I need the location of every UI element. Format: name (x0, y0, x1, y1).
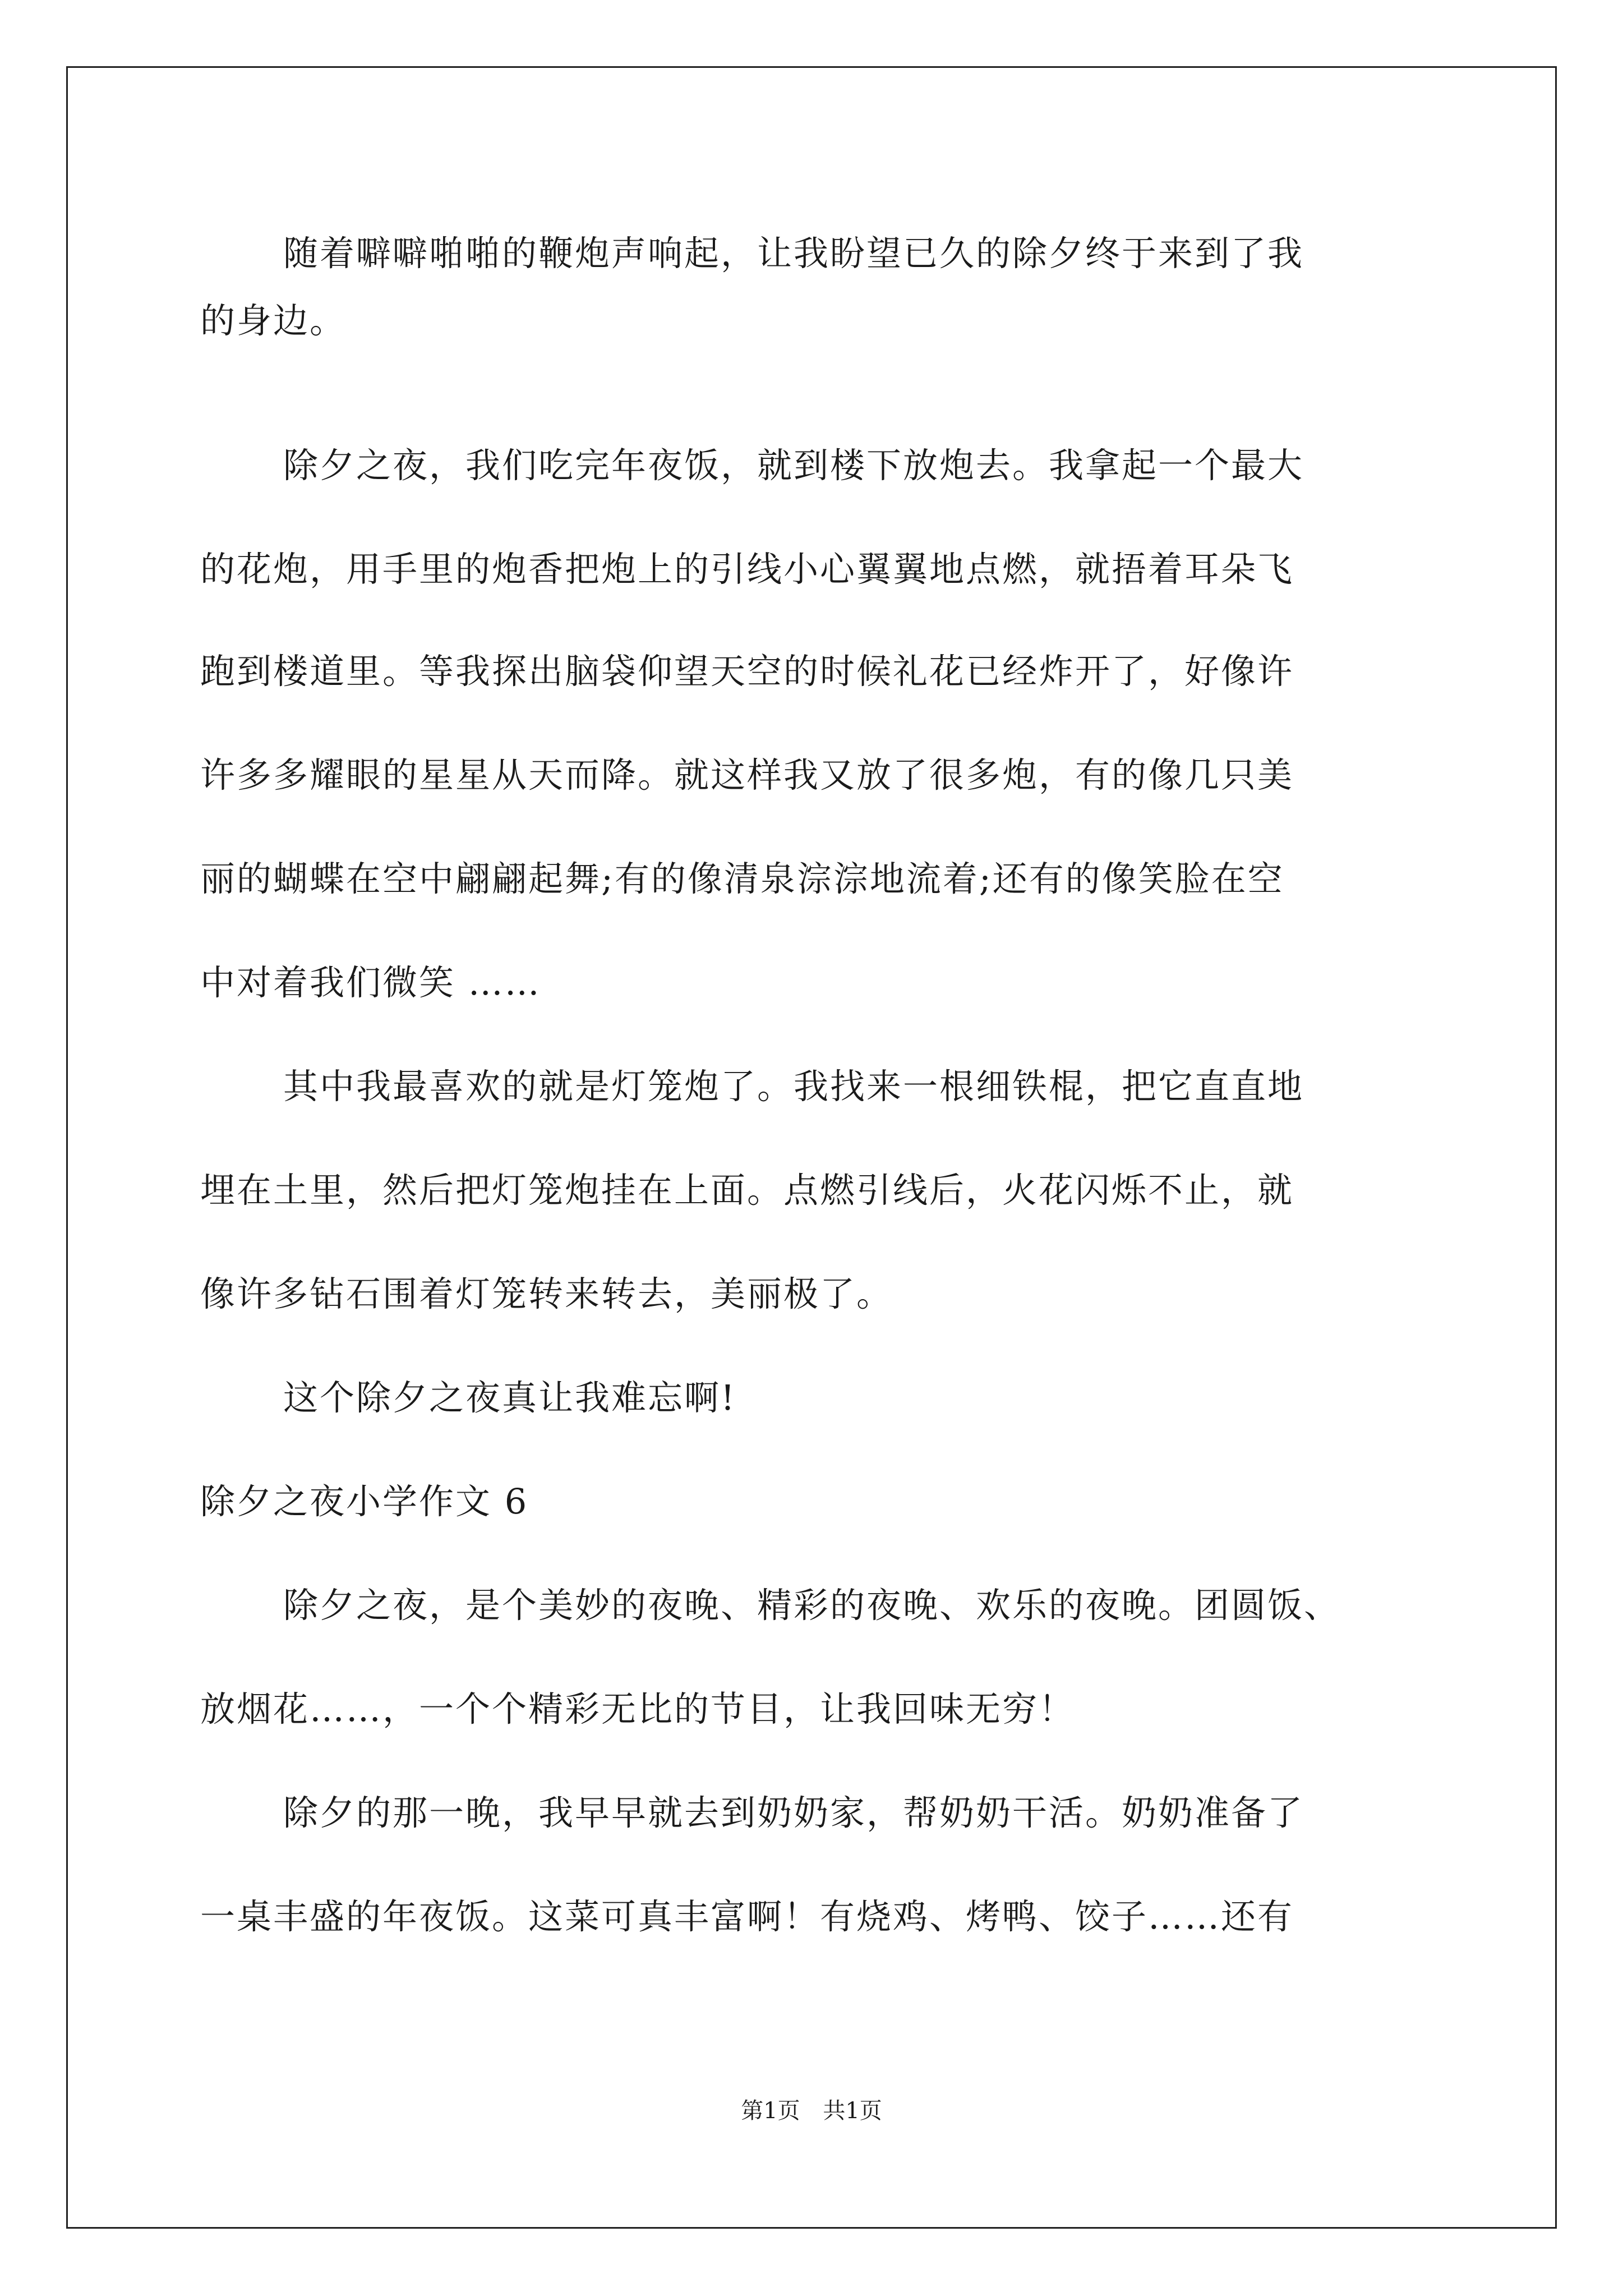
page-number: 第1页 (741, 2098, 800, 2124)
paragraph-line: 跑到楼道里。等我探出脑袋仰望天空的时候礼花已经炸开了，好像许 (200, 651, 1294, 692)
paragraph-line: 除夕之夜，我们吃完年夜饭，就到楼下放炮去。我拿起一个最大 (283, 445, 1304, 486)
paragraph-line: 中对着我们微笑 …… (200, 962, 541, 1003)
paragraph-line: 放烟花……，一个个精彩无比的节目，让我回味无穷！ (200, 1688, 1076, 1729)
section-heading: 除夕之夜小学作文 6 (200, 1481, 529, 1522)
paragraph-line: 随着噼噼啪啪的鞭炮声响起，让我盼望已久的除夕终于来到了我 (283, 233, 1304, 274)
paragraph-line: 的身边。 (200, 300, 347, 341)
paragraph-line: 一桌丰盛的年夜饭。这菜可真丰富啊！有烧鸡、烤鸭、饺子……还有 (200, 1896, 1294, 1937)
page-footer (0, 2097, 1623, 2125)
paragraph-line: 其中我最喜欢的就是灯笼炮了。我找来一根细铁棍，把它直直地 (283, 1066, 1304, 1107)
page-total: 共1页 (823, 2098, 882, 2124)
paragraph-line: 除夕之夜，是个美妙的夜晚、精彩的夜晚、欢乐的夜晚。团圆饭、 (283, 1585, 1341, 1626)
paragraph-line: 除夕的那一晚，我早早就去到奶奶家，帮奶奶干活。奶奶准备了 (283, 1792, 1304, 1833)
paragraph-line: 的花炮，用手里的炮香把炮上的引线小心翼翼地点燃，就捂着耳朵飞 (200, 549, 1294, 590)
paragraph-line: 埋在土里，然后把灯笼炮挂在上面。点燃引线后，火花闪烁不止，就 (200, 1170, 1294, 1211)
paragraph-line: 像许多钻石围着灯笼转来转去，美丽极了。 (200, 1273, 893, 1314)
paragraph-line: 这个除夕之夜真让我难忘啊! (283, 1377, 736, 1418)
paragraph-line: 许多多耀眼的星星从天而降。就这样我又放了很多炮，有的像几只美 (200, 754, 1294, 795)
paragraph-line: 丽的蝴蝶在空中翩翩起舞;有的像清泉淙淙地流着;还有的像笑脸在空 (200, 858, 1284, 899)
